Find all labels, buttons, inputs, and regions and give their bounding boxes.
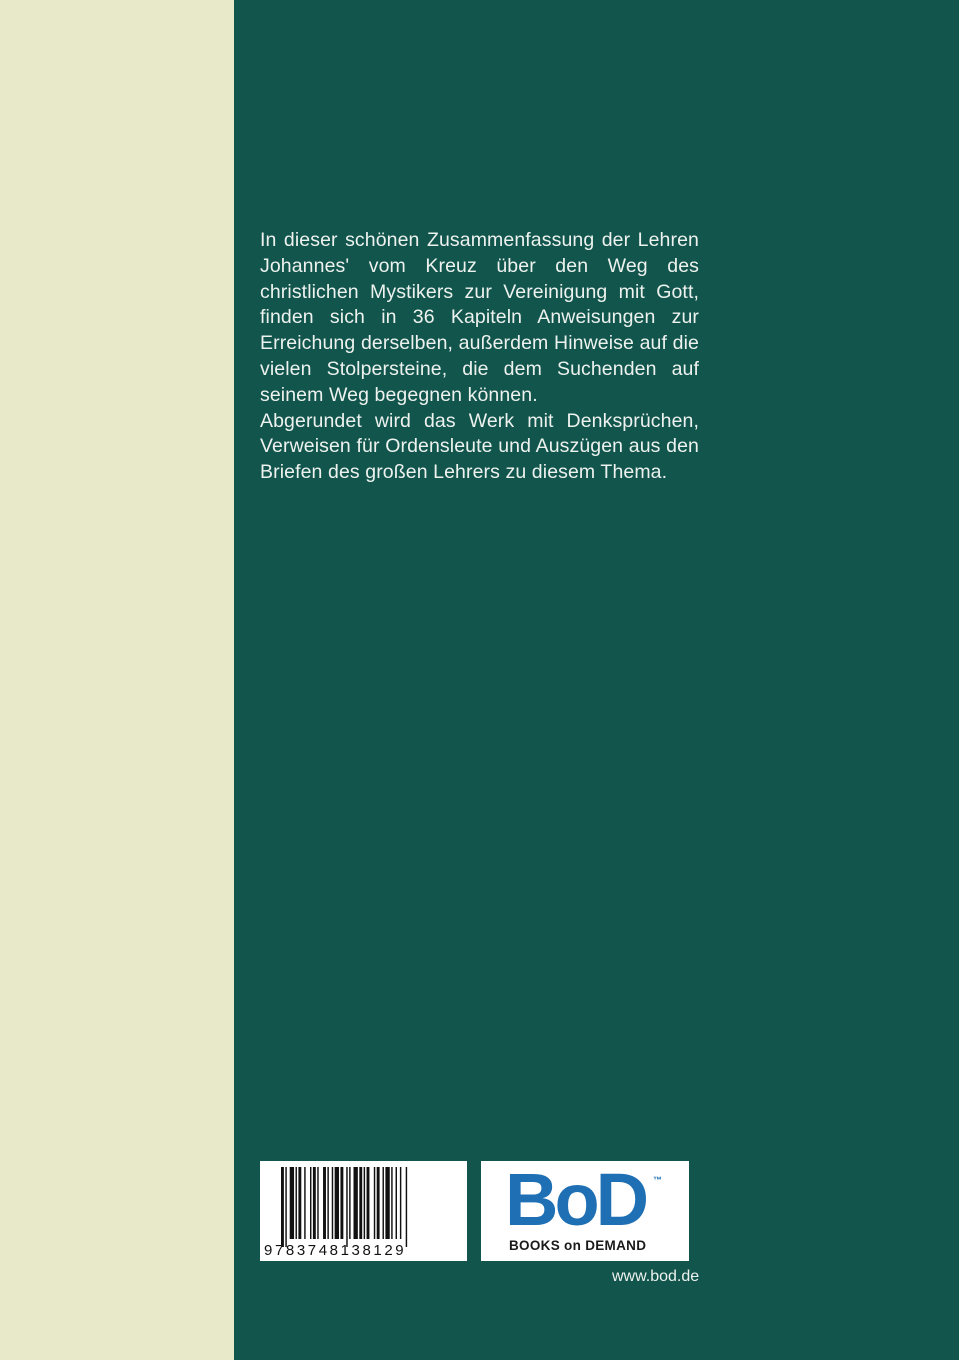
spine-panel [0,0,234,1360]
back-cover-panel [234,0,959,1360]
publisher-url[interactable]: www.bod.de [612,1268,700,1285]
logo-trademark: ™ [653,1175,662,1185]
barcode-icon [281,1167,451,1247]
barcode [260,1161,467,1261]
logo-tagline: BOOKS on DEMAND [509,1238,647,1253]
blurb-paragraph-2: Abgerundet wird das Werk mit Denksprüchen, Verweisen für Ordensleute und Auszügen aus den Briefen des großen Lehrers zu diesem Thema. [260,409,699,484]
blurb-paragraph-1: In dieser schönen Zusammenfassung der Lehren Johannes' vom Kreuz über den Weg des christlichen Mystikers zur Vereinigung mit Gott, finden sich in 36 Kapiteln Anweisungen zur Erreichung derselben, außerdem Hinweise auf die vielen Stolpersteine, die dem Suchenden auf seinem Weg begegnen können. [260,229,699,406]
blurb-text [260,228,699,486]
publisher-logo [481,1158,689,1261]
barcode-digits: 9783748138129 [264,1242,407,1259]
logo-wordmark: BoD [505,1158,646,1241]
